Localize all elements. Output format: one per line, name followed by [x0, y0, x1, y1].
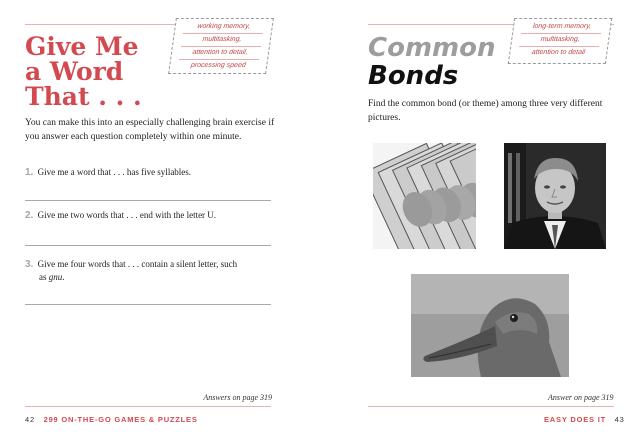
running-title: EASY DOES IT: [544, 415, 606, 424]
footer: [544, 415, 625, 424]
man-in-suit-picture: [504, 143, 606, 249]
answers-note: Answers on page 319: [203, 393, 272, 402]
answers-note: Answer on page 319: [548, 393, 614, 402]
footer-rule: [368, 406, 614, 407]
skill-item: working memory,: [183, 21, 265, 34]
question-2: [25, 209, 275, 222]
portrait-image: [504, 143, 606, 249]
dollar-bills-image: [373, 143, 476, 249]
money-picture: [373, 143, 476, 249]
intro-text: You can make this into an especially challenging brain exercise if you answer each question completely within one minute.: [25, 118, 275, 142]
question-text: Give me two words that . . . end with the letter U.: [37, 210, 217, 220]
puzzle-title: [25, 34, 205, 109]
skill-item: attention to detail: [531, 49, 586, 56]
skill-item: processing speed: [190, 62, 247, 69]
running-title: 299 ON-THE-GO GAMES & PUZZLES: [43, 415, 198, 424]
title-line: a Word: [25, 57, 124, 86]
skill-item: long-term memory,: [521, 21, 603, 34]
page-number: 42: [25, 415, 35, 424]
answer-line[interactable]: [25, 245, 271, 246]
example-word: gnu: [48, 272, 63, 282]
skill-item: multitasking,: [181, 34, 263, 47]
question-number: 2.: [25, 210, 34, 221]
question-text: Give me four words that . . . contain a silent letter, such: [37, 259, 238, 269]
question-continuation: [25, 272, 65, 282]
title-line: That . . .: [25, 82, 142, 111]
duck-picture: [411, 274, 569, 377]
intro-text: Find the common bond (or theme) among three very different pictures.: [368, 99, 603, 123]
answer-line[interactable]: [25, 200, 271, 201]
skill-item: attention to detail,: [179, 47, 261, 60]
question-3: [25, 258, 275, 284]
skills-box: [508, 18, 612, 64]
continuation-text: .: [62, 272, 65, 282]
continuation-text: as: [39, 272, 49, 282]
skill-item: multitasking,: [519, 34, 601, 47]
answer-line[interactable]: [25, 304, 271, 305]
duck-image: [411, 274, 569, 377]
title-line: Common: [368, 33, 496, 63]
page-number: 43: [614, 415, 625, 424]
footer: [25, 415, 198, 424]
puzzle-title: [368, 34, 496, 90]
question-number: 1.: [25, 167, 34, 178]
title-line: Bonds: [368, 61, 459, 91]
title-line: Give Me: [25, 32, 139, 61]
question-text: Give me a word that . . . has five syllables.: [37, 167, 192, 177]
question-number: 3.: [25, 259, 34, 270]
footer-rule: [25, 406, 271, 407]
question-1: [25, 166, 275, 179]
